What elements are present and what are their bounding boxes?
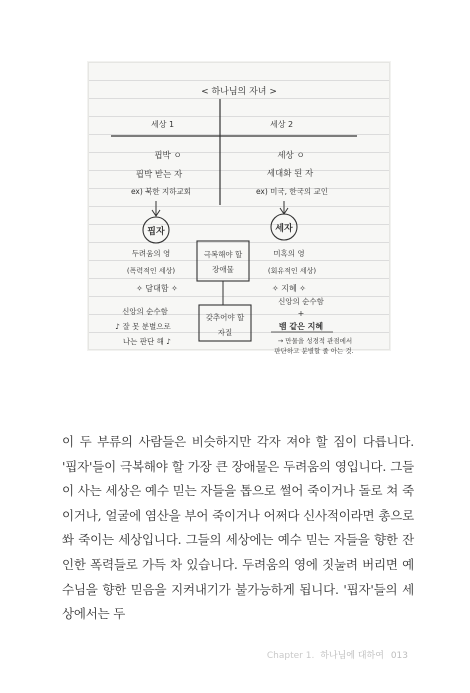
- center-box-1-line-1: 극복해야 할: [203, 250, 243, 259]
- footer-title: 하나님에 대하여: [320, 651, 384, 661]
- left-bottom-line-1: 신앙의 순수함: [122, 307, 168, 316]
- left-bottom-line-3: 나는 판단 해 ♪: [122, 337, 172, 346]
- right-header: 세상 2: [270, 120, 294, 129]
- diagram-title: < 하나님의 자녀 >: [201, 87, 277, 97]
- right-mid-line-1: 미혹의 영: [273, 249, 305, 258]
- footer-chapter: Chapter 1.: [266, 651, 315, 661]
- right-line-3: ex) 미국, 한국의 교인: [255, 187, 329, 196]
- page-number: 013: [390, 651, 408, 661]
- right-circle-label: 세자: [275, 224, 293, 234]
- left-line-3: ex) 북한 지하교회: [130, 187, 192, 196]
- diagram-drawing: [89, 63, 389, 349]
- center-box-2-line-2: 자질: [217, 328, 233, 337]
- left-mid-line-3: ✧ 담대함 ✧: [136, 284, 178, 293]
- right-bottom-line-4: → 만물을 성경적 관점에서: [277, 337, 353, 345]
- right-mid-line-2: (회유적인 세상): [267, 267, 317, 275]
- right-bottom-line-5: 판단하고 분별할 줄 아는 것.: [274, 347, 354, 355]
- right-line-2: 세대화 된 자: [266, 169, 314, 179]
- left-mid-line-2: (폭력적인 세상): [126, 267, 176, 275]
- left-line-1: 핍박 ㅇ: [154, 151, 182, 161]
- right-bottom-line-1: 신앙의 순수함: [278, 297, 324, 306]
- right-bottom-line-3: 뱀 같은 지혜: [278, 322, 324, 331]
- right-line-1: 세상 ㅇ: [277, 151, 305, 161]
- left-header: 세상 1: [151, 120, 175, 129]
- right-mid-line-3: ✧ 지혜 ✧: [272, 284, 306, 293]
- diagram-overflow-line: [0, 340, 470, 360]
- left-line-2: 핍박 받는 자: [135, 170, 183, 180]
- right-bottom-plus: +: [297, 309, 305, 318]
- left-circle-label: 핍자: [147, 227, 165, 237]
- handwritten-diagram: [88, 62, 390, 350]
- left-bottom-line-2: ♪ 잘 못 분별으로: [115, 322, 171, 331]
- center-box-2-line-1: 갖추어야 할: [205, 313, 245, 322]
- center-box-1-line-2: 장애물: [212, 265, 234, 274]
- body-paragraph: 이 두 부류의 사람들은 비슷하지만 각자 져야 할 짐이 다릅니다. '핍자'들이 극복해야 할 가장 큰 장애물은 두려움의 영입니다. 그들이 사는 세상은 예수 믿는 자들을 톱으로 썰어 죽이거나 돌로 쳐 죽이거나, 얼굴에 염산을 부어 죽이거나 어쩌다 신사적이라면 총으로 쏴 죽이는 세상입니다. 그들의 세상에는 예수 믿는 자들을 향한 잔인한 폭력들로 가득 차 있습니다. 두려움의 영에 짓눌려 버리면 예수님을 향한 믿음을 지켜내기가 불가능하게 됩니다. '핍자'들의 세상에서는 두: [62, 434, 414, 622]
- left-mid-line-1: 두려움의 영: [131, 249, 171, 258]
- body-text: [62, 430, 414, 627]
- page-footer: [267, 648, 408, 661]
